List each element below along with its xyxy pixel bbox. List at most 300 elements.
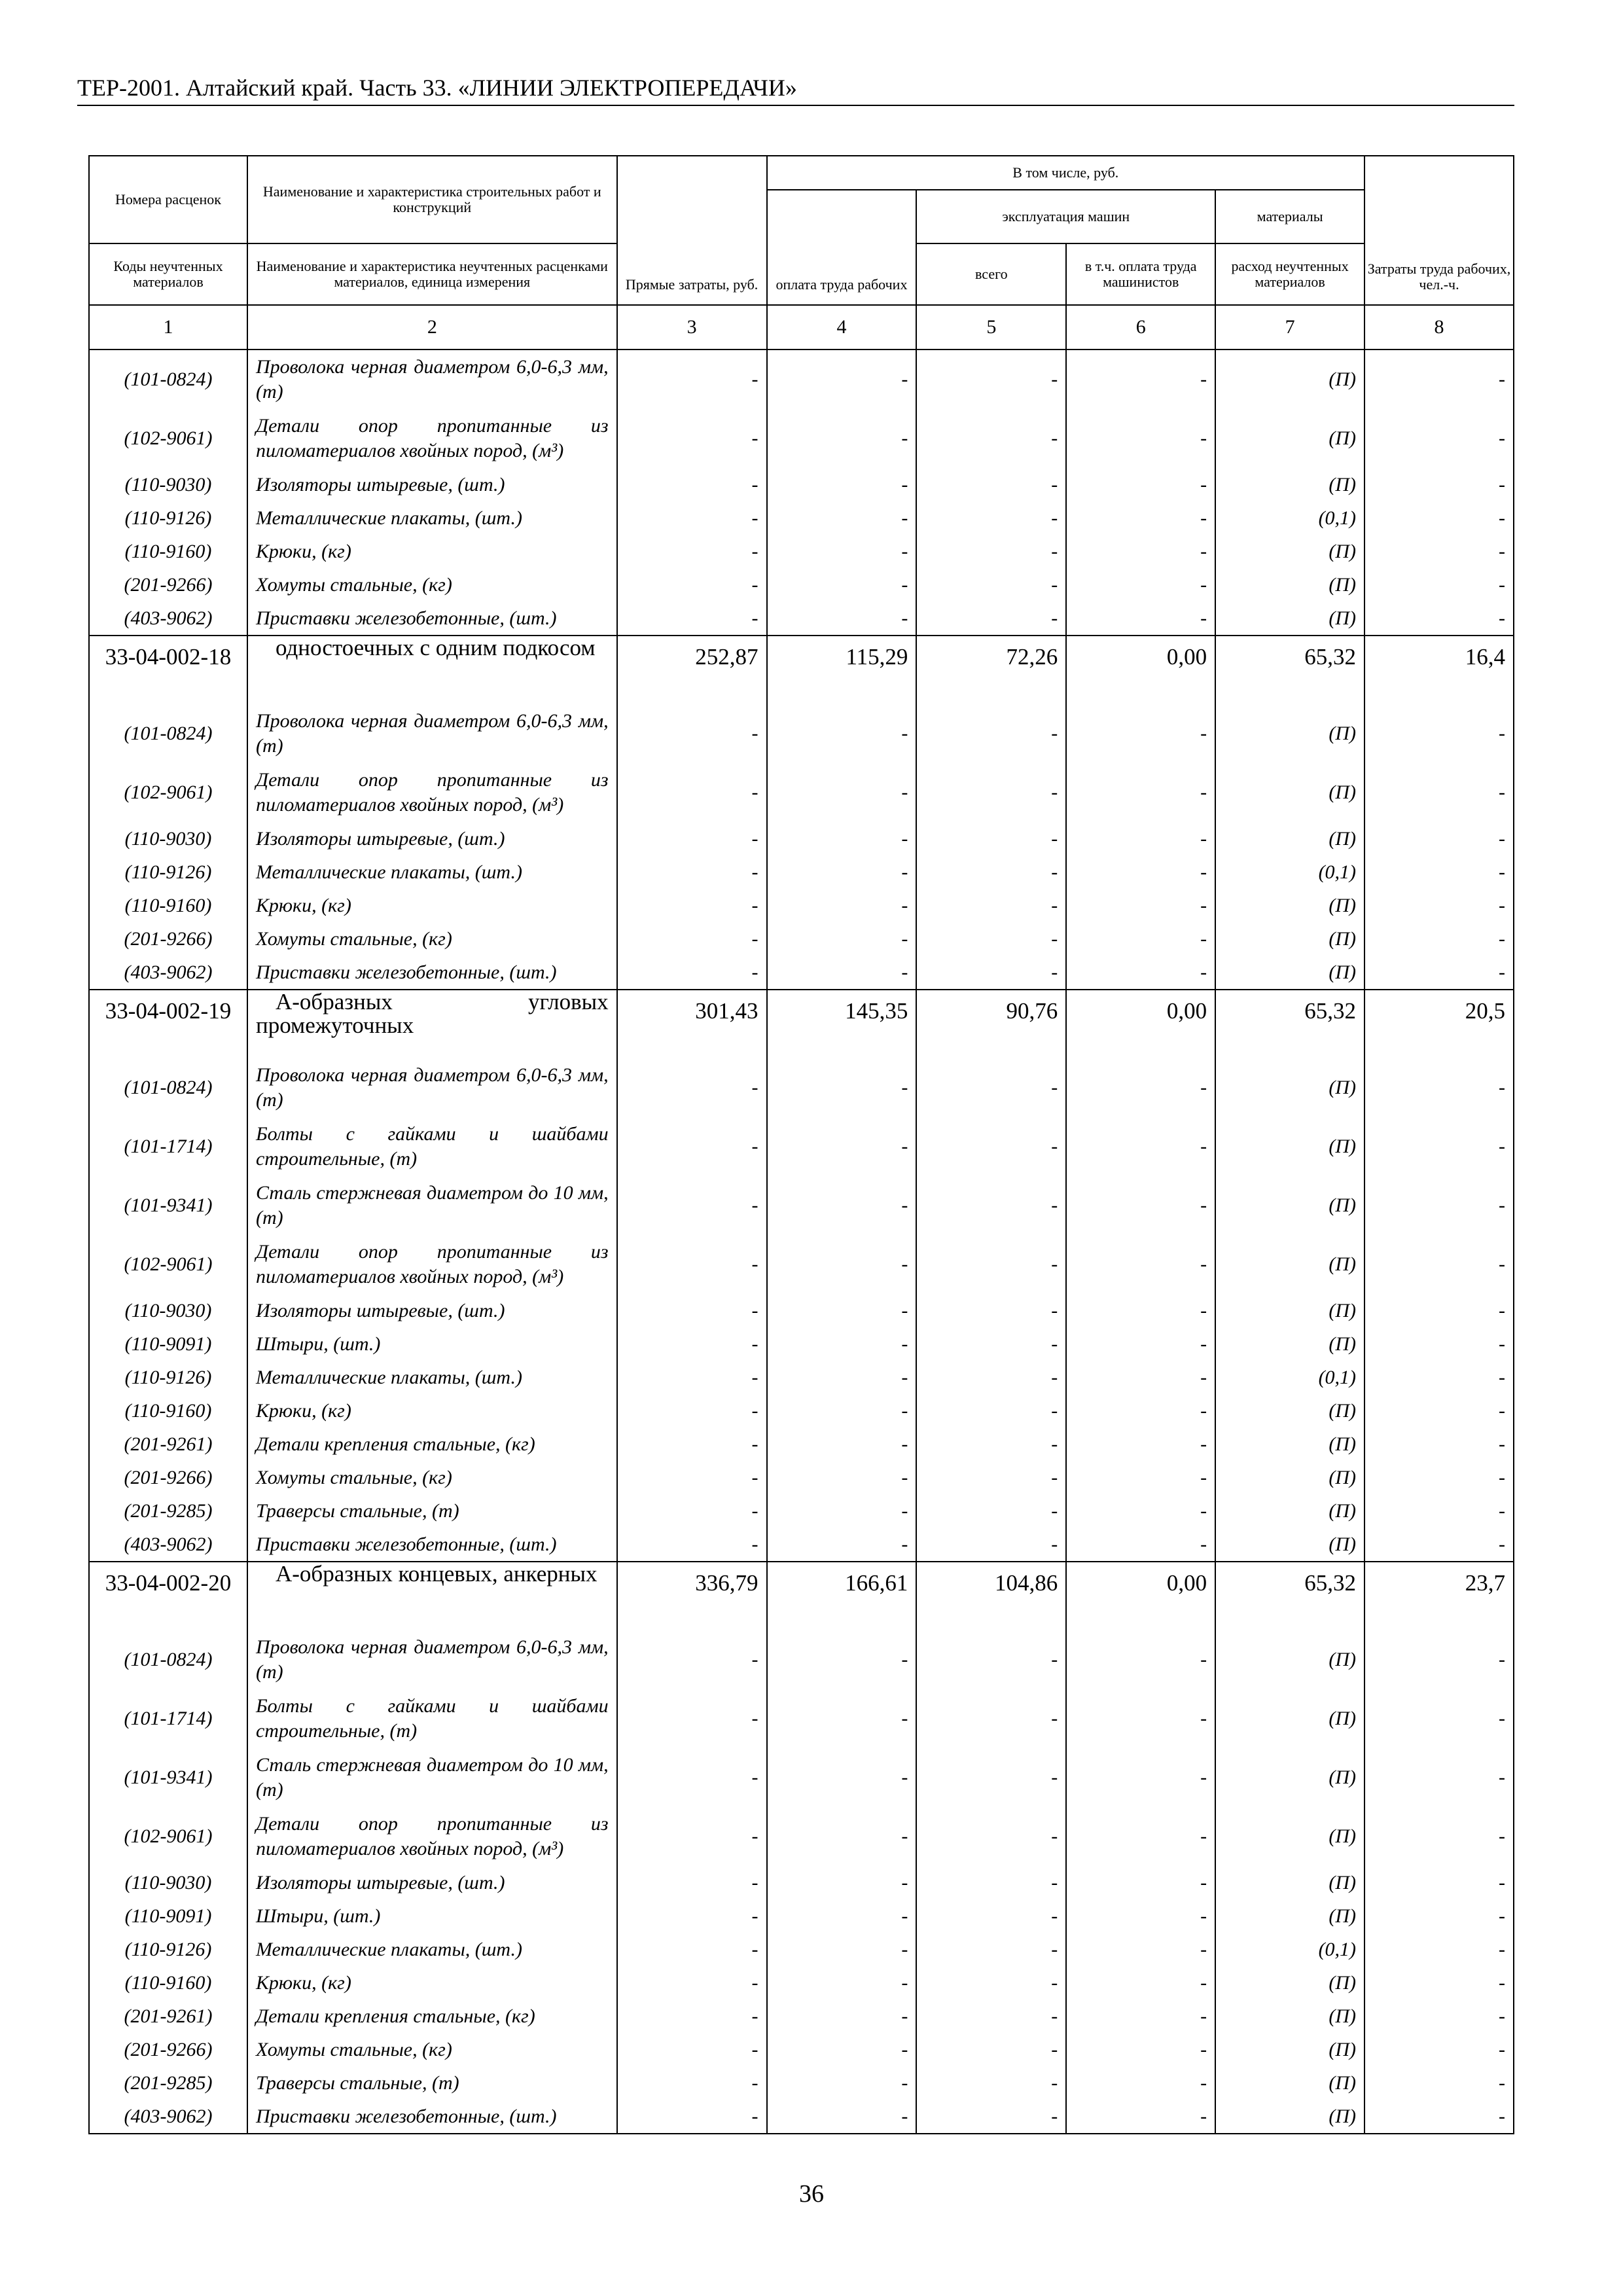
cell-direct-costs: - bbox=[617, 1176, 767, 1235]
cell-rate-code: (201-9261) bbox=[89, 2000, 247, 2033]
cell-machinist-pay: - bbox=[1066, 601, 1215, 636]
cell-rate-code: (403-9062) bbox=[89, 1528, 247, 1562]
cell-direct-costs: - bbox=[617, 1361, 767, 1394]
cell-direct-costs: - bbox=[617, 1327, 767, 1361]
cell-direct-costs: - bbox=[617, 1394, 767, 1427]
cell-materials: (П) bbox=[1215, 1748, 1364, 1807]
cell-machinist-pay: - bbox=[1066, 956, 1215, 990]
cell-machinist-pay: - bbox=[1066, 2100, 1215, 2134]
page-number: 36 bbox=[799, 2180, 824, 2208]
cell-materials: (П) bbox=[1215, 468, 1364, 501]
cell-machines-total: - bbox=[916, 1689, 1066, 1748]
cell-description: Детали опор пропитанные из пиломатериалов хвойных пород, (м³) bbox=[247, 1235, 617, 1294]
cell-description: Изоляторы штыревые, (шт.) bbox=[247, 468, 617, 501]
cell-worker-pay: - bbox=[767, 601, 917, 636]
cell-description: Штыри, (шт.) bbox=[247, 1327, 617, 1361]
cell-rate-code: (201-9285) bbox=[89, 1494, 247, 1528]
cell-direct-costs: - bbox=[617, 1899, 767, 1933]
header-col1-bottom: Коды неучтенных материалов bbox=[89, 243, 247, 305]
cell-rate-code: (101-1714) bbox=[89, 1117, 247, 1176]
rate-row bbox=[89, 1562, 1514, 1630]
cell-materials: (П) bbox=[1215, 1630, 1364, 1689]
cell-direct-costs: - bbox=[617, 763, 767, 822]
material-row bbox=[89, 1966, 1514, 2000]
cell-machinist-pay: - bbox=[1066, 1427, 1215, 1461]
material-row bbox=[89, 956, 1514, 990]
cell-worker-pay: - bbox=[767, 855, 917, 889]
cell-description: Металлические плакаты, (шт.) bbox=[247, 501, 617, 535]
cell-machines-total: 90,76 bbox=[916, 990, 1066, 1058]
cell-labor-hours: 23,7 bbox=[1364, 1562, 1514, 1630]
cell-worker-pay: - bbox=[767, 889, 917, 922]
cell-description: Детали крепления стальные, (кг) bbox=[247, 1427, 617, 1461]
cell-machinist-pay: - bbox=[1066, 568, 1215, 601]
cell-description: Крюки, (кг) bbox=[247, 1966, 617, 2000]
cell-labor-hours: - bbox=[1364, 568, 1514, 601]
cell-rate-code: (110-9126) bbox=[89, 1933, 247, 1966]
cell-labor-hours: - bbox=[1364, 889, 1514, 922]
cell-rate-code: (101-1714) bbox=[89, 1689, 247, 1748]
cell-description: Крюки, (кг) bbox=[247, 889, 617, 922]
cell-rate-code: (102-9061) bbox=[89, 409, 247, 468]
cell-rate-code: (101-9341) bbox=[89, 1748, 247, 1807]
cell-rate-code: (110-9030) bbox=[89, 1294, 247, 1327]
cell-direct-costs: - bbox=[617, 889, 767, 922]
cell-worker-pay: - bbox=[767, 1966, 917, 2000]
cell-description: Приставки железобетонные, (шт.) bbox=[247, 956, 617, 990]
cell-machinist-pay: - bbox=[1066, 1807, 1215, 1866]
cell-materials: (П) bbox=[1215, 1807, 1364, 1866]
cell-direct-costs: - bbox=[617, 568, 767, 601]
cell-machinist-pay: - bbox=[1066, 501, 1215, 535]
cell-description: Изоляторы штыревые, (шт.) bbox=[247, 1294, 617, 1327]
cell-materials: (П) bbox=[1215, 922, 1364, 956]
cell-machines-total: - bbox=[916, 501, 1066, 535]
cell-materials: (П) bbox=[1215, 956, 1364, 990]
cell-labor-hours: - bbox=[1364, 1494, 1514, 1528]
cell-description: Болты с гайками и шайбами строительные, (т) bbox=[247, 1689, 617, 1748]
material-row bbox=[89, 1528, 1514, 1562]
cell-machines-total: - bbox=[916, 568, 1066, 601]
cell-materials: (П) bbox=[1215, 2066, 1364, 2100]
cell-labor-hours: - bbox=[1364, 1933, 1514, 1966]
cell-materials: (П) bbox=[1215, 2000, 1364, 2033]
material-row bbox=[89, 855, 1514, 889]
cell-worker-pay: - bbox=[767, 1630, 917, 1689]
column-number: 8 bbox=[1364, 305, 1514, 350]
cell-machines-total: - bbox=[916, 350, 1066, 409]
cell-description: Детали крепления стальные, (кг) bbox=[247, 2000, 617, 2033]
cell-worker-pay: - bbox=[767, 922, 917, 956]
cell-description: Крюки, (кг) bbox=[247, 535, 617, 568]
column-number: 6 bbox=[1066, 305, 1215, 350]
column-number: 4 bbox=[767, 305, 917, 350]
cell-materials: (П) bbox=[1215, 1117, 1364, 1176]
material-row bbox=[89, 1899, 1514, 1933]
material-row bbox=[89, 1117, 1514, 1176]
cell-rate-code: (403-9062) bbox=[89, 956, 247, 990]
cell-machines-total: - bbox=[916, 1427, 1066, 1461]
cell-machines-total: - bbox=[916, 1294, 1066, 1327]
cell-rate-code: (110-9030) bbox=[89, 822, 247, 855]
cell-description: Металлические плакаты, (шт.) bbox=[247, 1933, 617, 1966]
cell-worker-pay: - bbox=[767, 1235, 917, 1294]
cell-machines-total: - bbox=[916, 2066, 1066, 2100]
cell-direct-costs: - bbox=[617, 1966, 767, 2000]
cell-labor-hours: - bbox=[1364, 1394, 1514, 1427]
cell-description: Хомуты стальные, (кг) bbox=[247, 922, 617, 956]
cell-rate-code: 33-04-002-18 bbox=[89, 636, 247, 704]
cell-labor-hours: - bbox=[1364, 1807, 1514, 1866]
cell-worker-pay: - bbox=[767, 1361, 917, 1394]
material-row bbox=[89, 1748, 1514, 1807]
material-row bbox=[89, 704, 1514, 763]
cell-direct-costs: - bbox=[617, 535, 767, 568]
cell-materials: (П) bbox=[1215, 1899, 1364, 1933]
cell-worker-pay: 166,61 bbox=[767, 1562, 917, 1630]
cell-rate-code: (110-9030) bbox=[89, 468, 247, 501]
cell-materials: (П) bbox=[1215, 1427, 1364, 1461]
cell-direct-costs: - bbox=[617, 1528, 767, 1562]
header-group-machines: эксплуатация машин bbox=[916, 190, 1215, 243]
material-row bbox=[89, 1689, 1514, 1748]
cell-machines-total: - bbox=[916, 1461, 1066, 1494]
cell-description: Проволока черная диаметром 6,0-6,3 мм, (т) bbox=[247, 1630, 617, 1689]
cell-labor-hours: - bbox=[1364, 1748, 1514, 1807]
cell-machinist-pay: - bbox=[1066, 1630, 1215, 1689]
material-row bbox=[89, 2033, 1514, 2066]
cell-machines-total: - bbox=[916, 1058, 1066, 1117]
cell-machinist-pay: - bbox=[1066, 1461, 1215, 1494]
cell-machines-total: - bbox=[916, 409, 1066, 468]
cell-labor-hours: - bbox=[1364, 1899, 1514, 1933]
cell-labor-hours: - bbox=[1364, 704, 1514, 763]
cell-description: Детали опор пропитанные из пиломатериалов хвойных пород, (м³) bbox=[247, 1807, 617, 1866]
cell-description: одностоечных с одним подкосом bbox=[247, 636, 617, 704]
material-row bbox=[89, 2000, 1514, 2033]
cell-direct-costs: - bbox=[617, 601, 767, 636]
cell-machinist-pay: - bbox=[1066, 409, 1215, 468]
header-group-vtch: В том числе, руб. bbox=[767, 156, 1365, 190]
cell-worker-pay: - bbox=[767, 350, 917, 409]
cell-materials: (П) bbox=[1215, 350, 1364, 409]
cell-direct-costs: - bbox=[617, 2100, 767, 2134]
cell-machines-total: - bbox=[916, 1117, 1066, 1176]
cell-machinist-pay: - bbox=[1066, 350, 1215, 409]
header-col1-top: Номера расценок bbox=[89, 156, 247, 243]
cell-description: Приставки железобетонные, (шт.) bbox=[247, 2100, 617, 2134]
header-col5: всего bbox=[916, 243, 1066, 305]
cell-direct-costs: - bbox=[617, 2000, 767, 2033]
cell-rate-code: (102-9061) bbox=[89, 1235, 247, 1294]
cell-worker-pay: - bbox=[767, 568, 917, 601]
cell-materials: (П) bbox=[1215, 1528, 1364, 1562]
cell-labor-hours: - bbox=[1364, 1294, 1514, 1327]
cell-description: Проволока черная диаметром 6,0-6,3 мм, (т) bbox=[247, 704, 617, 763]
cell-machinist-pay: - bbox=[1066, 2033, 1215, 2066]
material-row bbox=[89, 568, 1514, 601]
cell-direct-costs: - bbox=[617, 1427, 767, 1461]
cell-machines-total: 72,26 bbox=[916, 636, 1066, 704]
cell-rate-code: (110-9091) bbox=[89, 1327, 247, 1361]
cell-worker-pay: - bbox=[767, 1058, 917, 1117]
cell-machinist-pay: - bbox=[1066, 1748, 1215, 1807]
cell-materials: (П) bbox=[1215, 409, 1364, 468]
cell-rate-code: (201-9266) bbox=[89, 922, 247, 956]
material-row bbox=[89, 1630, 1514, 1689]
cell-labor-hours: 20,5 bbox=[1364, 990, 1514, 1058]
cell-machinist-pay: - bbox=[1066, 704, 1215, 763]
cell-rate-code: (403-9062) bbox=[89, 601, 247, 636]
material-row bbox=[89, 763, 1514, 822]
cell-machinist-pay: - bbox=[1066, 822, 1215, 855]
material-row bbox=[89, 409, 1514, 468]
cell-labor-hours: - bbox=[1364, 1235, 1514, 1294]
cell-description: Приставки железобетонные, (шт.) bbox=[247, 601, 617, 636]
cell-labor-hours: - bbox=[1364, 1966, 1514, 2000]
cell-rate-code: (101-9341) bbox=[89, 1176, 247, 1235]
material-row bbox=[89, 1807, 1514, 1866]
cell-rate-code: (110-9091) bbox=[89, 1899, 247, 1933]
cell-machines-total: - bbox=[916, 468, 1066, 501]
cell-labor-hours: - bbox=[1364, 409, 1514, 468]
cell-direct-costs: 336,79 bbox=[617, 1562, 767, 1630]
cell-rate-code: (102-9061) bbox=[89, 1807, 247, 1866]
cell-labor-hours: - bbox=[1364, 822, 1514, 855]
cell-machines-total: - bbox=[916, 1528, 1066, 1562]
column-number: 2 bbox=[247, 305, 617, 350]
cell-worker-pay: - bbox=[767, 2000, 917, 2033]
cell-labor-hours: - bbox=[1364, 1866, 1514, 1899]
cell-rate-code: (110-9160) bbox=[89, 535, 247, 568]
cell-machines-total: - bbox=[916, 2033, 1066, 2066]
material-row bbox=[89, 1176, 1514, 1235]
cell-worker-pay: - bbox=[767, 1933, 917, 1966]
cell-worker-pay: - bbox=[767, 2100, 917, 2134]
material-row bbox=[89, 1394, 1514, 1427]
cell-materials: (П) bbox=[1215, 1394, 1364, 1427]
cell-worker-pay: - bbox=[767, 1689, 917, 1748]
cell-direct-costs: - bbox=[617, 1933, 767, 1966]
cell-materials: (П) bbox=[1215, 704, 1364, 763]
cell-materials: (П) bbox=[1215, 601, 1364, 636]
material-row bbox=[89, 1866, 1514, 1899]
cell-description: Изоляторы штыревые, (шт.) bbox=[247, 822, 617, 855]
material-row bbox=[89, 889, 1514, 922]
cell-direct-costs: - bbox=[617, 409, 767, 468]
cell-machinist-pay: - bbox=[1066, 1528, 1215, 1562]
cell-machinist-pay: 0,00 bbox=[1066, 636, 1215, 704]
cell-machinist-pay: - bbox=[1066, 1117, 1215, 1176]
cell-direct-costs: - bbox=[617, 704, 767, 763]
cell-machines-total: - bbox=[916, 1494, 1066, 1528]
cell-description: Проволока черная диаметром 6,0-6,3 мм, (т) bbox=[247, 1058, 617, 1117]
cell-machines-total: - bbox=[916, 822, 1066, 855]
cell-labor-hours: - bbox=[1364, 1528, 1514, 1562]
cell-worker-pay: - bbox=[767, 1899, 917, 1933]
cell-rate-code: (201-9285) bbox=[89, 2066, 247, 2100]
page-header: ТЕР-2001. Алтайский край. Часть 33. «ЛИНИИ ЭЛЕКТРОПЕРЕДАЧИ» bbox=[77, 73, 1514, 106]
cell-labor-hours: - bbox=[1364, 535, 1514, 568]
header-col2-top: Наименование и характеристика строительных работ и конструкций bbox=[247, 156, 617, 243]
cell-machines-total: - bbox=[916, 1966, 1066, 2000]
cell-materials: (0,1) bbox=[1215, 855, 1364, 889]
cell-machinist-pay: - bbox=[1066, 1966, 1215, 2000]
cell-rate-code: (201-9261) bbox=[89, 1427, 247, 1461]
material-row bbox=[89, 1461, 1514, 1494]
cell-labor-hours: - bbox=[1364, 763, 1514, 822]
cell-labor-hours: - bbox=[1364, 956, 1514, 990]
material-row bbox=[89, 1427, 1514, 1461]
cell-materials: 65,32 bbox=[1215, 1562, 1364, 1630]
rate-row bbox=[89, 990, 1514, 1058]
table-body bbox=[89, 350, 1514, 2134]
cell-machinist-pay: - bbox=[1066, 763, 1215, 822]
material-row bbox=[89, 501, 1514, 535]
cell-machinist-pay: - bbox=[1066, 1235, 1215, 1294]
cell-materials: 65,32 bbox=[1215, 636, 1364, 704]
cell-worker-pay: - bbox=[767, 1494, 917, 1528]
cell-machines-total: - bbox=[916, 704, 1066, 763]
cell-labor-hours: - bbox=[1364, 2100, 1514, 2134]
cell-materials: (0,1) bbox=[1215, 1361, 1364, 1394]
cell-direct-costs: - bbox=[617, 1058, 767, 1117]
material-row bbox=[89, 1327, 1514, 1361]
material-row bbox=[89, 2100, 1514, 2134]
cell-rate-code: (110-9126) bbox=[89, 501, 247, 535]
cell-description: Детали опор пропитанные из пиломатериалов хвойных пород, (м³) bbox=[247, 409, 617, 468]
cell-worker-pay: - bbox=[767, 2033, 917, 2066]
cell-labor-hours: - bbox=[1364, 1361, 1514, 1394]
header-col7: расход неучтенных материалов bbox=[1215, 243, 1364, 305]
material-row bbox=[89, 468, 1514, 501]
cell-labor-hours: - bbox=[1364, 1461, 1514, 1494]
cell-materials: (П) bbox=[1215, 535, 1364, 568]
cell-description: Болты с гайками и шайбами строительные, (т) bbox=[247, 1117, 617, 1176]
cell-worker-pay: 145,35 bbox=[767, 990, 917, 1058]
cell-rate-code: (201-9266) bbox=[89, 568, 247, 601]
cell-machines-total: - bbox=[916, 1176, 1066, 1235]
cell-direct-costs: - bbox=[617, 2066, 767, 2100]
cell-materials: (П) bbox=[1215, 1235, 1364, 1294]
cell-direct-costs: - bbox=[617, 350, 767, 409]
header-group-materials: материалы bbox=[1215, 190, 1364, 243]
cell-direct-costs: - bbox=[617, 501, 767, 535]
cell-worker-pay: - bbox=[767, 468, 917, 501]
cell-direct-costs: - bbox=[617, 1807, 767, 1866]
cell-direct-costs: - bbox=[617, 922, 767, 956]
cell-direct-costs: - bbox=[617, 1748, 767, 1807]
cell-direct-costs: - bbox=[617, 1689, 767, 1748]
cell-rate-code: (110-9160) bbox=[89, 889, 247, 922]
cell-materials: (П) bbox=[1215, 1294, 1364, 1327]
cell-machinist-pay: - bbox=[1066, 1327, 1215, 1361]
cell-materials: (П) bbox=[1215, 2100, 1364, 2134]
cell-machinist-pay: 0,00 bbox=[1066, 1562, 1215, 1630]
cell-description: Проволока черная диаметром 6,0-6,3 мм, (т) bbox=[247, 350, 617, 409]
cell-machines-total: - bbox=[916, 889, 1066, 922]
cell-description: Траверсы стальные, (т) bbox=[247, 1494, 617, 1528]
cell-description: Сталь стержневая диаметром до 10 мм, (т) bbox=[247, 1176, 617, 1235]
cell-machinist-pay: - bbox=[1066, 2000, 1215, 2033]
column-number: 7 bbox=[1215, 305, 1364, 350]
cell-rate-code: (101-0824) bbox=[89, 704, 247, 763]
cell-rate-code: (201-9266) bbox=[89, 2033, 247, 2066]
cell-direct-costs: - bbox=[617, 1494, 767, 1528]
cell-machinist-pay: - bbox=[1066, 1394, 1215, 1427]
cell-materials: (0,1) bbox=[1215, 501, 1364, 535]
cell-machinist-pay: - bbox=[1066, 1176, 1215, 1235]
cell-machines-total: - bbox=[916, 535, 1066, 568]
cell-description: А-образных концевых, анкерных bbox=[247, 1562, 617, 1630]
cell-materials: (П) bbox=[1215, 822, 1364, 855]
header-col8: Затраты труда рабочих, чел.-ч. bbox=[1364, 156, 1514, 305]
cell-labor-hours: - bbox=[1364, 1630, 1514, 1689]
cell-labor-hours: 16,4 bbox=[1364, 636, 1514, 704]
cell-materials: (П) bbox=[1215, 1866, 1364, 1899]
material-row bbox=[89, 535, 1514, 568]
cell-materials: (П) bbox=[1215, 1966, 1364, 2000]
cell-description: Изоляторы штыревые, (шт.) bbox=[247, 1866, 617, 1899]
cell-machinist-pay: - bbox=[1066, 1294, 1215, 1327]
material-row bbox=[89, 822, 1514, 855]
column-number: 1 bbox=[89, 305, 247, 350]
material-row bbox=[89, 1933, 1514, 1966]
cell-labor-hours: - bbox=[1364, 350, 1514, 409]
material-row bbox=[89, 350, 1514, 409]
cell-materials: 65,32 bbox=[1215, 990, 1364, 1058]
cell-rate-code: 33-04-002-20 bbox=[89, 1562, 247, 1630]
cell-worker-pay: - bbox=[767, 409, 917, 468]
cell-labor-hours: - bbox=[1364, 1427, 1514, 1461]
cell-worker-pay: - bbox=[767, 1427, 917, 1461]
cell-machines-total: - bbox=[916, 763, 1066, 822]
cell-worker-pay: - bbox=[767, 1394, 917, 1427]
cell-direct-costs: - bbox=[617, 956, 767, 990]
cell-worker-pay: 115,29 bbox=[767, 636, 917, 704]
cell-machinist-pay: - bbox=[1066, 535, 1215, 568]
cell-description: Приставки железобетонные, (шт.) bbox=[247, 1528, 617, 1562]
cell-direct-costs: - bbox=[617, 855, 767, 889]
cell-materials: (П) bbox=[1215, 1176, 1364, 1235]
cell-direct-costs: - bbox=[617, 1117, 767, 1176]
cell-materials: (П) bbox=[1215, 1327, 1364, 1361]
cell-description: А-образных угловых промежуточных bbox=[247, 990, 617, 1058]
cell-direct-costs: - bbox=[617, 1630, 767, 1689]
cell-direct-costs: - bbox=[617, 1866, 767, 1899]
cell-rate-code: (201-9266) bbox=[89, 1461, 247, 1494]
cell-rate-code: (101-0824) bbox=[89, 1630, 247, 1689]
cell-description: Металлические плакаты, (шт.) bbox=[247, 855, 617, 889]
rate-row bbox=[89, 636, 1514, 704]
cell-worker-pay: - bbox=[767, 2066, 917, 2100]
cell-description: Штыри, (шт.) bbox=[247, 1899, 617, 1933]
cell-machines-total: - bbox=[916, 1866, 1066, 1899]
cell-rate-code: (101-0824) bbox=[89, 350, 247, 409]
material-row bbox=[89, 2066, 1514, 2100]
material-row bbox=[89, 1235, 1514, 1294]
cell-machinist-pay: - bbox=[1066, 468, 1215, 501]
cell-worker-pay: - bbox=[767, 704, 917, 763]
cell-worker-pay: - bbox=[767, 1461, 917, 1494]
cell-description: Детали опор пропитанные из пиломатериалов хвойных пород, (м³) bbox=[247, 763, 617, 822]
material-row bbox=[89, 601, 1514, 636]
cell-machines-total: - bbox=[916, 1807, 1066, 1866]
cell-machines-total: - bbox=[916, 2100, 1066, 2134]
cell-materials: (П) bbox=[1215, 889, 1364, 922]
cell-worker-pay: - bbox=[767, 822, 917, 855]
cell-machinist-pay: - bbox=[1066, 1933, 1215, 1966]
